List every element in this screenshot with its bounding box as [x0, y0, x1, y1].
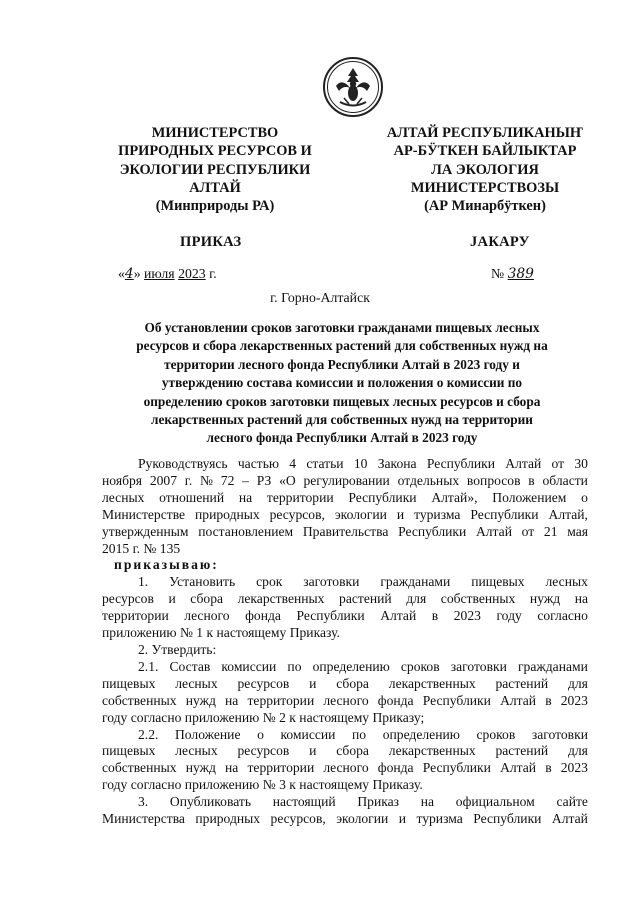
body-line: Руководствуясь частью 4 статьи 10 Закона Республики Алтай от 30	[138, 456, 588, 471]
body-line-last: 2015 г. № 135	[102, 540, 181, 556]
order-date	[118, 266, 217, 282]
item-2-2	[102, 727, 588, 795]
date-day: 4	[124, 266, 134, 282]
body-line: ресурсов и сбора лекарственных растений для собственных нужд на	[102, 591, 588, 607]
item-1	[102, 574, 588, 642]
ministry-ru-line: ПРИРОДНЫХ РЕСУРСОВ И	[118, 143, 312, 160]
ministry-alt-line: ЛА ЭКОЛОГИЯ	[431, 161, 539, 178]
ministry-ru-line: АЛТАЙ	[189, 179, 241, 196]
number-value: 389	[507, 266, 534, 282]
title-line: лекарственных растений для собственных нужд на территории	[151, 412, 533, 428]
body-line: Министерстве природных ресурсов, экологии и туризма Республики Алтай,	[102, 506, 588, 522]
title-line: лесного фонда Республики Алтай в 2023 году	[206, 430, 478, 446]
item-3	[102, 794, 588, 828]
order-number	[491, 266, 534, 282]
ministry-alt-line: АР-БӰТКЕН БАЙЛЫКТАР	[393, 143, 577, 160]
order-body	[102, 456, 588, 828]
ministry-name-ru	[90, 124, 340, 215]
date-suffix: г.	[209, 266, 217, 281]
body-line: собственных нужд на территории лесного фонда Республики Алтай в 2023	[102, 760, 588, 776]
body-line: утвержденным постановлением Правительства Республики Алтай от 21 мая	[102, 523, 588, 539]
date-quote-close: »	[133, 266, 141, 281]
body-line: собственных нужд на территории лесного фонда Республики Алтай в 2023	[102, 692, 588, 708]
date-year: 2023	[178, 266, 206, 281]
body-line: территории лесного фонда Республики Алтай в 2023 году согласно	[102, 608, 588, 624]
ministry-ru-abbr: (Минприроды РА)	[155, 198, 275, 215]
title-line: Об установлении сроков заготовки гражданами пищевых лесных	[144, 320, 540, 335]
item-2: 2. Утвердить:	[138, 641, 217, 657]
title-line: территории лесного фонда Республики Алтай в 2023 году и	[164, 356, 520, 372]
date-quote-open: «	[118, 266, 125, 281]
date-month: июля	[144, 266, 175, 281]
title-line: утверждению состава комиссии и положения о комиссии по	[161, 375, 523, 391]
body-line: 1. Установить срок заготовки гражданами пищевых лесных	[138, 574, 588, 590]
ministry-name-alt	[355, 124, 615, 215]
ministry-ru-line: МИНИСТЕРСТВО	[151, 125, 279, 141]
doc-type-ru: ПРИКАЗ	[180, 234, 242, 250]
body-line-last: году согласно приложению № 3 к настоящему Приказу.	[102, 777, 423, 793]
body-line: Министерства природных ресурсов, экологии и туризма Республики Алтай	[102, 811, 588, 827]
number-sign: №	[491, 266, 505, 281]
body-line-last: приложению № 1 к настоящему Приказу.	[102, 625, 340, 641]
ministry-ru-line: ЭКОЛОГИИ РЕСПУБЛИКИ	[119, 161, 311, 178]
order-title	[108, 319, 576, 448]
body-line: пищевых лесных ресурсов и сбора лекарственных растений для	[102, 675, 588, 691]
ministry-alt-line: МИНИСТЕРСТВОЗЫ	[410, 179, 560, 196]
ministry-alt-abbr: (АР Минарбӱткен)	[424, 198, 546, 215]
item-2-1	[102, 659, 588, 727]
city-line: г. Горно-Алтайск	[270, 290, 370, 305]
body-line: 3. Опубликовать настоящий Приказ на официальном сайте	[138, 794, 588, 810]
ministry-alt-line: АЛТАЙ РЕСПУБЛИКАНЫҤ	[386, 125, 584, 141]
body-line: 2.1. Состав комиссии по определению сроков заготовки гражданами	[138, 658, 588, 674]
order-word: приказываю:	[114, 557, 219, 573]
body-line: пищевых лесных ресурсов и сбора лекарственных растений для	[102, 743, 588, 759]
body-line: лесных отношений на территории Республики Алтай», Положением о	[102, 489, 588, 505]
body-line: 2.2. Положение о комиссии по определению сроков заготовки	[138, 726, 588, 742]
body-line: ноября 2007 г. № 72 – РЗ «О регулировании отдельных вопросов в области	[102, 472, 588, 488]
body-line-last: году согласно приложению № 2 к настоящему Приказу;	[102, 709, 425, 725]
title-line: определению сроков заготовки пищевых лесных ресурсов и сбора	[143, 393, 541, 409]
emblem-icon	[322, 56, 384, 118]
preamble	[102, 456, 588, 557]
doc-type-alt: JАКАРУ	[470, 234, 530, 250]
title-line: ресурсов и сбора лекарственных растений для собственных нужд на	[136, 338, 548, 354]
